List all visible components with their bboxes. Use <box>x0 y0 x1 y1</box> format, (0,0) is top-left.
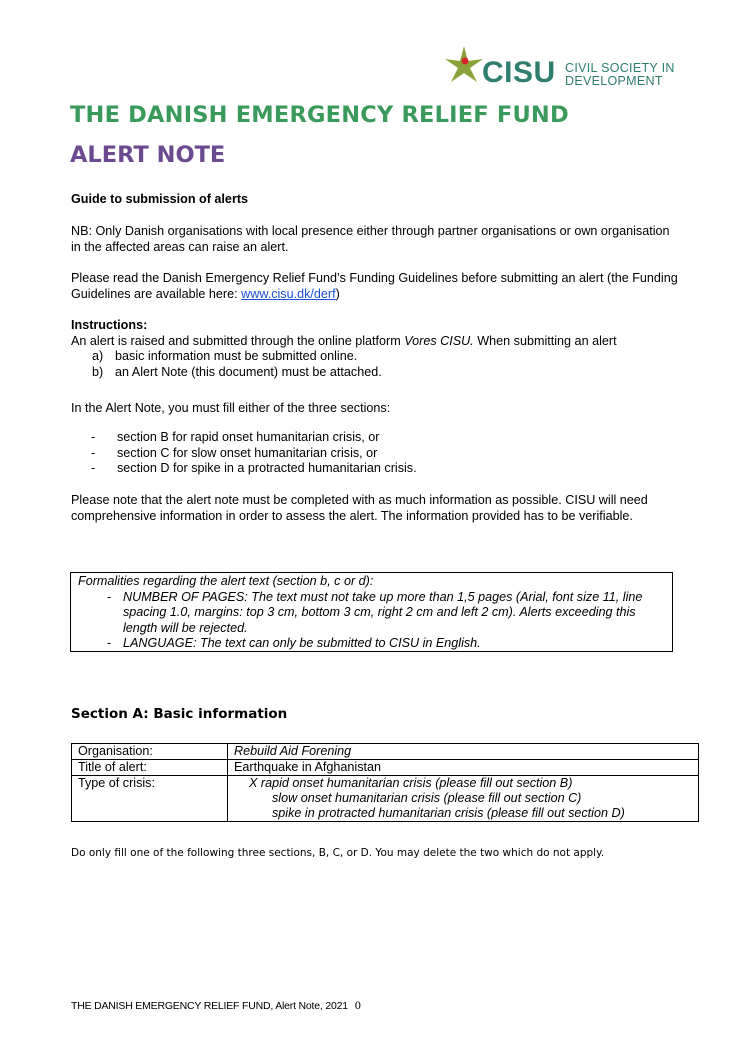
formalities-heading: Formalities regarding the alert text (section b, c or d): <box>78 574 374 588</box>
table-row <box>72 744 699 760</box>
crisis-option-spike: spike in protracted humanitarian crisis (please fill out section D) <box>272 806 625 820</box>
nb-paragraph: NB: Only Danish organisations with local presence either through partner organisations or own organisation in the affected areas can raise an alert. <box>71 224 670 254</box>
alert-title-value[interactable]: Earthquake in Afghanistan <box>228 760 699 776</box>
page-number: 0 <box>354 998 361 1012</box>
alert-title-label: Title of alert: <box>72 760 228 776</box>
guidelines-link[interactable]: www.cisu.dk/derf <box>241 286 336 301</box>
guidelines-paragraph: Please read the Danish Emergency Relief Fund’s Funding Guidelines before submitting an alert (the Funding Guidelines are available here: www.cisu.dk/derf) <box>71 271 678 301</box>
list-item: - section B for rapid onset humanitarian crisis, or <box>71 430 681 446</box>
list-item: - NUMBER OF PAGES: The text must not take up more than 1,5 pages (Arial, font size 11, line spacing 1.0, margins: top 3 cm, bottom 3 cm, right 2 cm and left 2 cm). Alerts exceeding this length will be rejected. <box>78 590 672 637</box>
list-item: a) basic information must be submitted online. <box>92 349 358 363</box>
section-choice-note: Do only fill one of the following three sections, B, C, or D. You may delete the two which do not apply. <box>71 847 605 859</box>
completion-note: Please note that the alert note must be completed with as much information as possible. CISU will need comprehensive information in order to assess the alert. The information provided has to be verifiable. <box>71 493 648 523</box>
instructions-heading: Instructions: <box>71 318 148 332</box>
document-subtitle: ALERT NOTE <box>70 142 226 168</box>
list-item: - section C for slow onset humanitarian crisis, or <box>71 446 681 462</box>
crisis-option-slow: slow onset humanitarian crisis (please fill out section C) <box>272 791 582 805</box>
page-footer: THE DANISH EMERGENCY RELIEF FUND, Alert Note, 2021 0 <box>71 998 361 1012</box>
organisation-value[interactable]: Rebuild Aid Forening <box>228 744 699 760</box>
document-title: THE DANISH EMERGENCY RELIEF FUND <box>70 102 569 128</box>
instructions-list <box>71 349 691 380</box>
instructions-block <box>71 318 691 380</box>
guide-heading: Guide to submission of alerts <box>71 192 249 206</box>
logo-tagline: CIVIL SOCIETY IN DEVELOPMENT <box>565 61 675 88</box>
list-item: - section D for spike in a protracted humanitarian crisis. <box>71 461 681 477</box>
logo-brand: CISU <box>482 56 556 89</box>
table-row <box>72 776 699 822</box>
sections-intro: In the Alert Note, you must fill either of the three sections: <box>71 401 391 415</box>
list-item: b) an Alert Note (this document) must be attached. <box>92 364 382 379</box>
section-a-heading: Section A: Basic information <box>71 706 288 722</box>
crisis-type-label: Type of crisis: <box>72 776 228 822</box>
organisation-label: Organisation: <box>72 744 228 760</box>
sections-list-wrap <box>71 430 681 477</box>
instructions-intro: An alert is raised and submitted through the online platform Vores CISU. When submitting an alert <box>71 333 617 348</box>
formalities-box <box>70 572 673 652</box>
list-item: - LANGUAGE: The text can only be submitted to CISU in English. <box>78 636 672 652</box>
crisis-option-rapid: X rapid onset humanitarian crisis (please fill out section B) <box>249 776 573 790</box>
sections-list <box>71 430 681 477</box>
crisis-type-options[interactable] <box>228 776 699 822</box>
table-row <box>72 760 699 776</box>
basic-info-table <box>71 743 699 822</box>
